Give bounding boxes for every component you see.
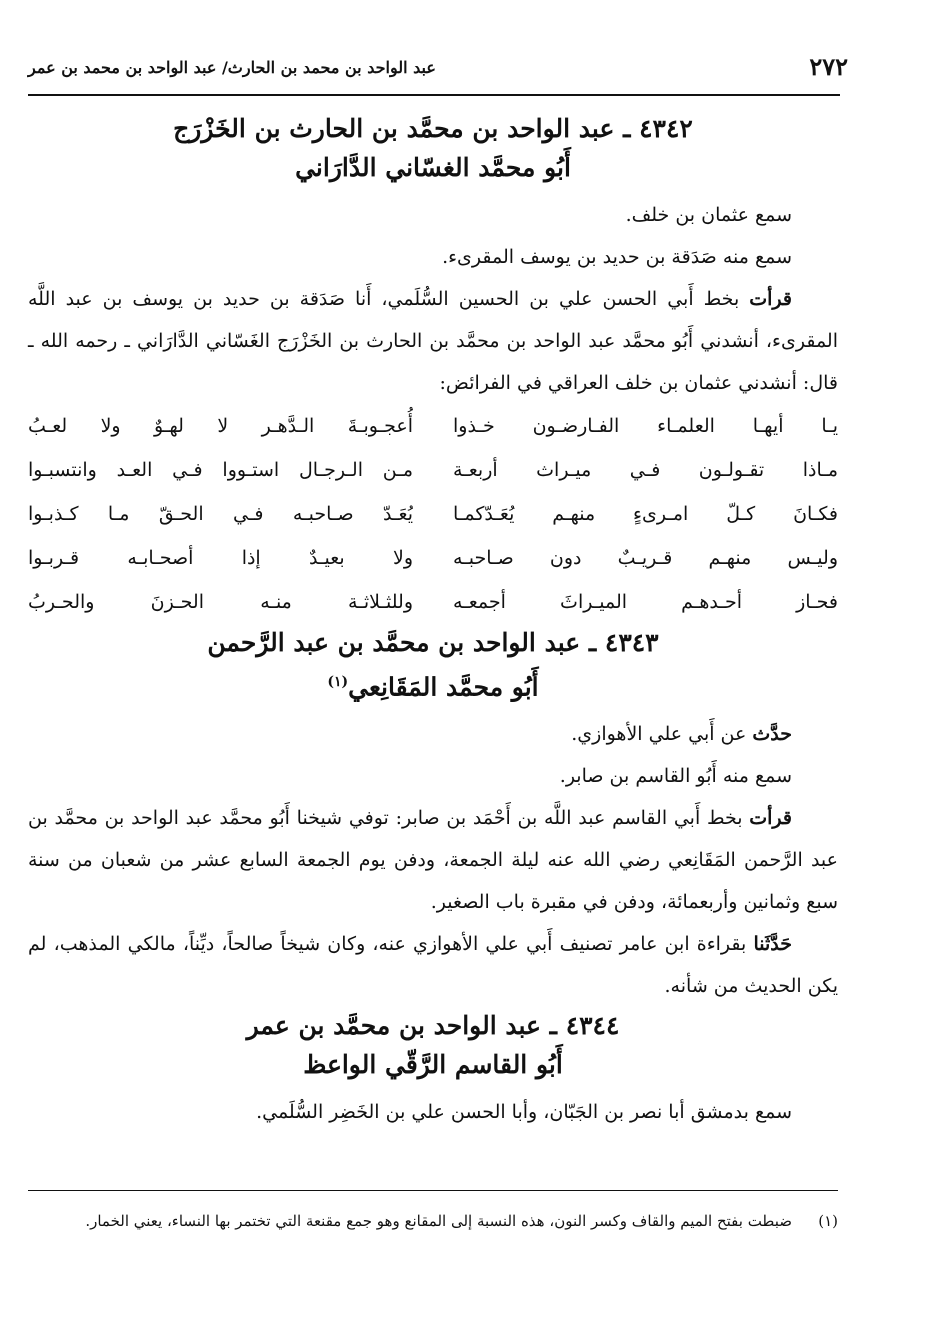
verse-second-hemistich: وللثـلاثـة منـه الحـزنَ والحـربُ bbox=[28, 591, 413, 613]
entry-title: ٤٣٤٢ ـ عبد الواحد بن محمَّد بن الحارث بن الخَزْرَج bbox=[173, 114, 693, 143]
poem-verse bbox=[28, 448, 838, 492]
poem bbox=[28, 404, 838, 624]
footnote-reference[interactable]: (١) bbox=[327, 674, 349, 690]
entry-title: ٤٣٤٤ ـ عبد الواحد بن محمَّد بن عمر bbox=[246, 1011, 620, 1041]
entry-4343 bbox=[28, 624, 838, 1007]
poem-verse bbox=[28, 404, 838, 448]
verse-second-hemistich: يُعَـدّ صـاحبـه فـي الحـقّ مـا كـذبـوا bbox=[28, 503, 413, 525]
paragraph-lead-word: قرأت bbox=[749, 288, 792, 310]
paragraph: قرأت بخط أَبي الحسن علي بن الحسين السُّلَمي، أَنا صَدَقة بن حديد بن يوسف بن عبد اللَّه المقرىء، أنشدني أَبُو محمَّد عبد الواحد بن محمَّد بن الحارث بن الخَزْرَج الغَسّاني الدَّارَاني ـ رحمه الله ـ قال: أنشدني عثمان بن خلف العراقي في الفرائض: bbox=[28, 288, 838, 394]
page-content bbox=[28, 110, 838, 1133]
paragraph-lead-word: قرأت bbox=[749, 807, 792, 830]
verse-first-hemistich: مـاذا تقـولـون فـي ميـراث أربعـة bbox=[453, 459, 838, 481]
verse-first-hemistich: فكـانَ كـلّ امـرىءٍ منهـم يُعَـدّكمـا bbox=[453, 503, 838, 525]
verse-first-hemistich: يـا أيهـا العلمـاء الفـارضـون خـذوا bbox=[453, 415, 838, 437]
verse-second-hemistich: ولا بعيـدٌ إذا أصحـابـه قـربـوا bbox=[28, 547, 413, 569]
verse-second-hemistich: أُعجـوبـةَ الـدَّهـر لا لهـوٌ ولا لعـبُ bbox=[28, 415, 413, 437]
entry-4344 bbox=[28, 1007, 838, 1133]
running-head: عبد الواحد بن محمد بن الحارث/ عبد الواحد بن محمد بن عمر bbox=[28, 58, 436, 77]
footnotes bbox=[28, 1190, 838, 1235]
footnote bbox=[28, 1207, 838, 1235]
verse-first-hemistich: فحـاز أحـدهـم الميـراثَ أجمعـه bbox=[453, 591, 838, 613]
paragraph: حَدَّثَنا بقراءة ابن عامر تصنيف أَبي علي الأهوازي عنه، وكان شيخاً صالحاً، ديِّناً، مالكي المذهب، لم يكن الحديث من شأنه. bbox=[28, 933, 838, 998]
paragraph-lead-word: حَدَّثَنا bbox=[753, 933, 792, 956]
paragraph: سمع بدمشق أبا نصر بن الجَبّان، وأبا الحسن علي بن الخَضِر السُّلَمي. bbox=[256, 1101, 792, 1124]
paragraph: سمع منه أَبُو القاسم بن صابر. bbox=[559, 765, 792, 788]
entry-4342 bbox=[28, 110, 838, 624]
paragraph: سمع منه صَدَقة بن حديد بن يوسف المقرىء. bbox=[442, 246, 792, 268]
paragraph: حدَّث عن أَبي علي الأهوازي. bbox=[571, 723, 792, 746]
verse-first-hemistich: وليـس منهـم قـريـبٌ دون صـاحبـه bbox=[453, 547, 838, 569]
poem-verse bbox=[28, 492, 838, 536]
footnote-mark: (١) bbox=[818, 1212, 838, 1230]
paragraph: قرأت بخط أَبي القاسم عبد اللَّه بن أَحْمَد بن صابر: توفي شيخنا أَبُو محمَّد عبد الواحد بن محمَّد بن عبد الرَّحمن المَقَانِعي رضي الله عنه ليلة الجمعة، ودفن يوم الجمعة السابع عشر من شعبان من سنة سبع وثمانين وأربعمائة، ودفن في مقبرة باب الصغير. bbox=[28, 807, 838, 914]
entry-subtitle: أَبُو القاسم الرَّقّي الواعظ bbox=[303, 1050, 563, 1080]
entry-title: ٤٣٤٣ ـ عبد الواحد بن محمَّد بن عبد الرَّحمن bbox=[207, 628, 659, 657]
paragraph: سمع عثمان بن خلف. bbox=[625, 204, 792, 226]
entry-subtitle: أَبُو محمَّد المَقَانِعي$^{(١)}$ bbox=[327, 672, 539, 702]
footnote-text: ضبطت بفتح الميم والقاف وكسر النون، هذه النسبة إلى المقانع وهو جمع مقنعة التي تختمر بها النساء، يعني الخمار. bbox=[85, 1212, 792, 1230]
paragraph-lead-word: حدَّث bbox=[752, 723, 792, 746]
verse-second-hemistich: مـن الـرجـال استـووا فـي العـد وانتسبـوا bbox=[28, 459, 413, 481]
page-header bbox=[28, 44, 848, 96]
poem-verse bbox=[28, 580, 838, 624]
poem-verse bbox=[28, 536, 838, 580]
entry-subtitle: أَبُو محمَّد الغسّاني الدَّارَاني bbox=[295, 153, 571, 182]
page-number: ٢٧٢ bbox=[809, 52, 848, 81]
